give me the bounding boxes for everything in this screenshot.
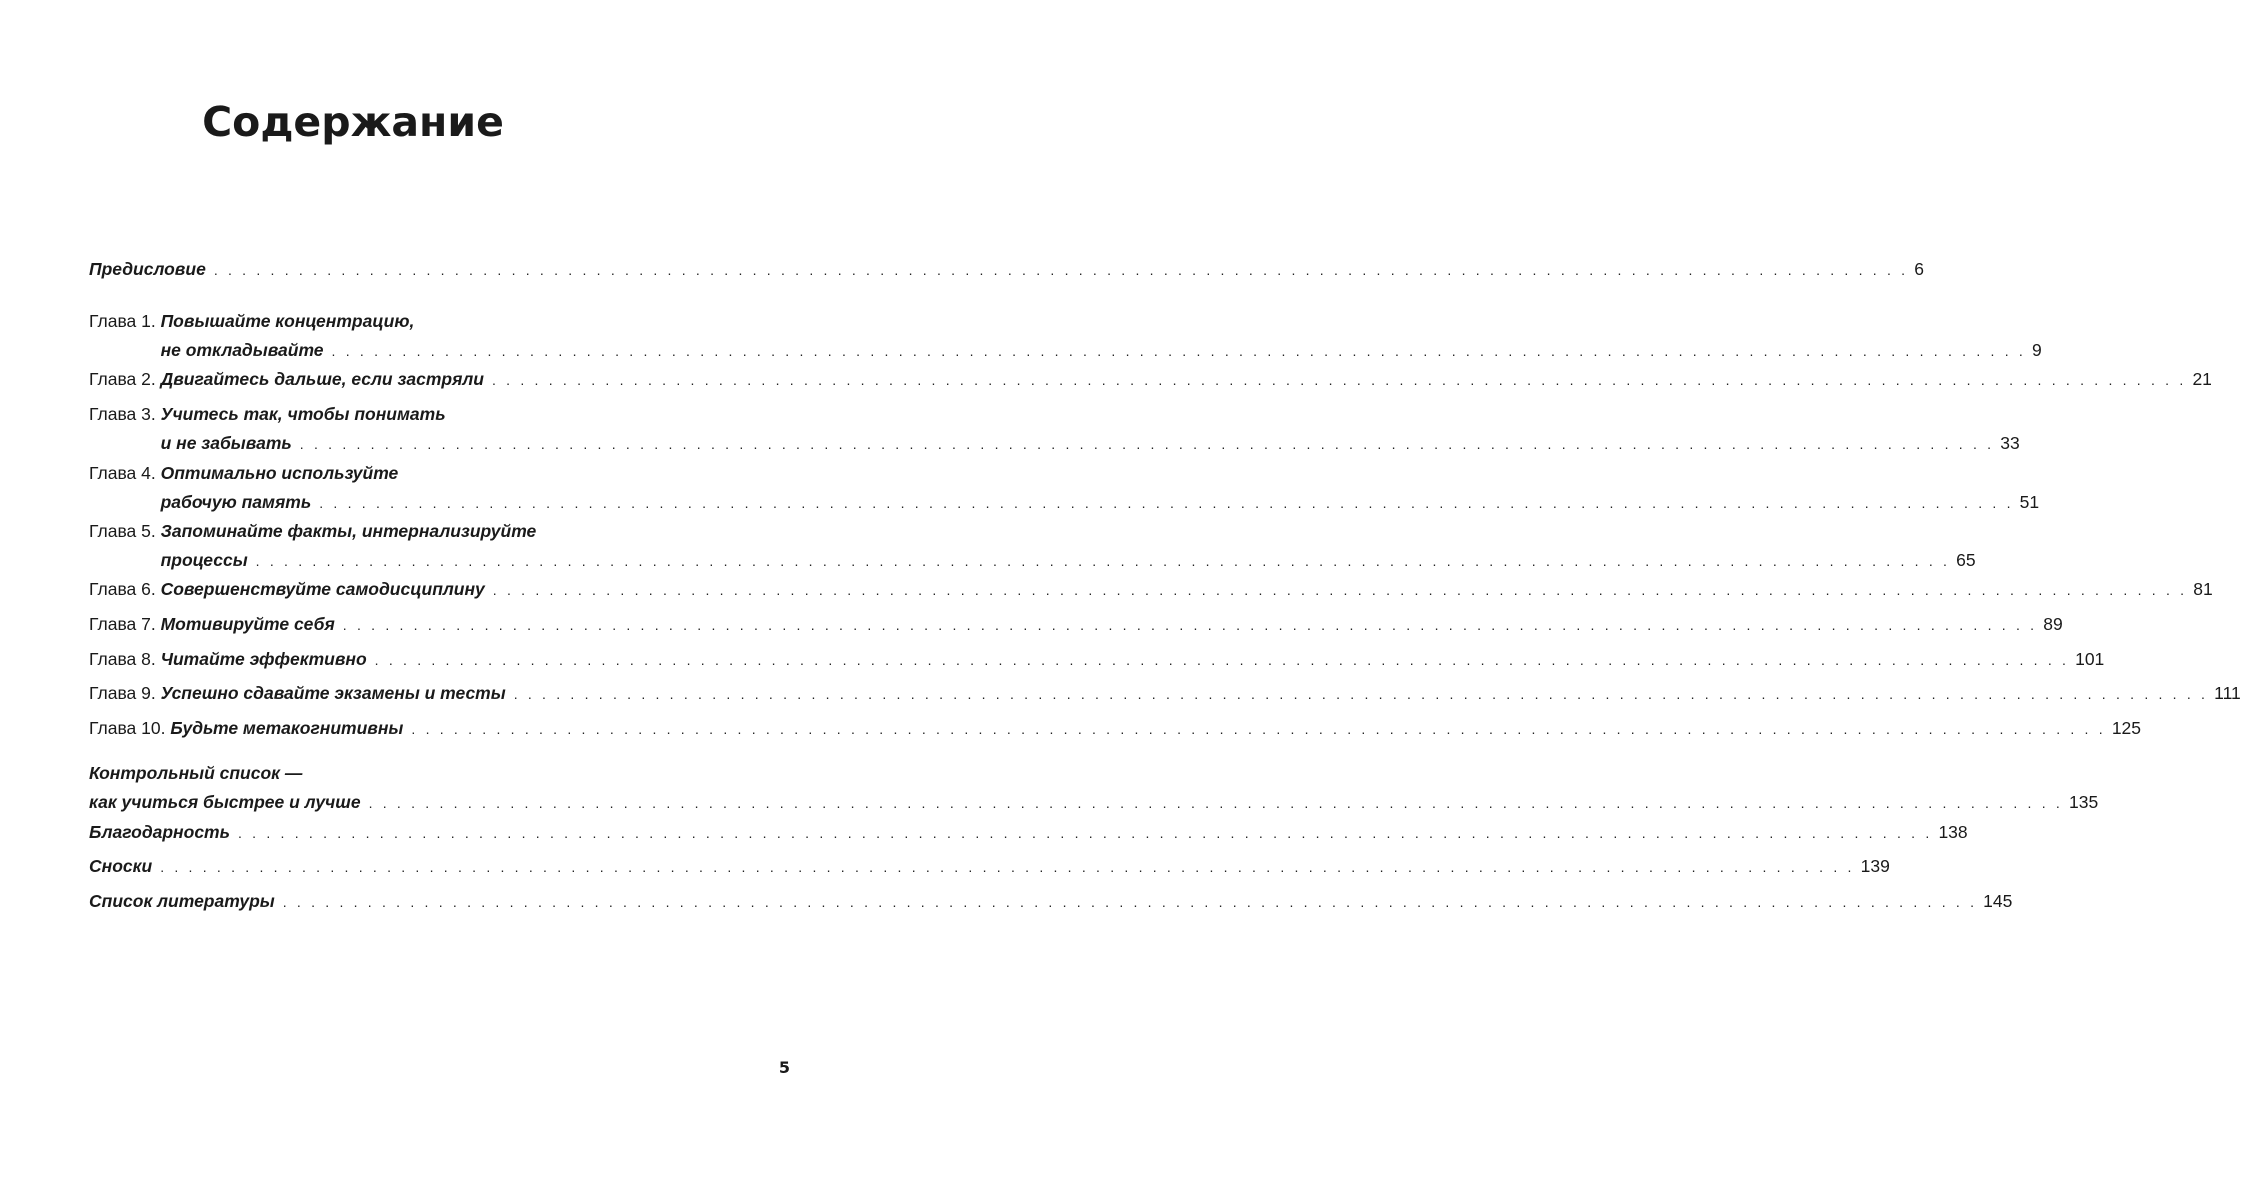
toc-line [89,855,1890,877]
chapter-number: Глава 3. [89,404,161,424]
toc-title: Учитесь так, чтобы понимать [160,404,446,424]
toc-page-number: 89 [2043,614,2063,634]
toc-line [89,682,2241,704]
dot-leader: . . . . . . . . . . . . . . . . . . . . . . . . . . . . . . . . . . . . . . . . . . . . . . . . . . . . . . . . . . . . . . . . . . . . . . . . . . . . . . . . . . . . . . . . . . . . . . . . . . . . . . . . . . . . . . . . . . . . . . . . [255,553,1951,569]
toc-page-number: 6 [1914,259,1924,279]
toc-title: Успешно сдавайте экзамены и тесты [160,683,506,703]
toc-line [89,549,1976,571]
dot-leader: . . . . . . . . . . . . . . . . . . . . . . . . . . . . . . . . . . . . . . . . . . . . . . . . . . . . . . . . . . . . . . . . . . . . . . . . . . . . . . . . . . . . . . . . . . . . . . . . . . . . . . . . . . . . . . . . . . . . . . . . [342,617,2038,633]
toc-page-number: 9 [2031,340,2042,360]
toc-title: Список литературы [89,891,275,911]
toc-page-number: 81 [2193,579,2213,599]
dot-leader: . . . . . . . . . . . . . . . . . . . . . . . . . . . . . . . . . . . . . . . . . . . . . . . . . . . . . . . . . . . . . . . . . . . . . . . . . . . . . . . . . . . . . . . . . . . . . . . . . . . . . . . . . . . . . . . . . . . . . . . . [238,825,1933,841]
toc-title: Запоминайте факты, интернализируйте [160,521,537,541]
toc-page-number: 138 [1938,822,1968,842]
dot-leader: . . . . . . . . . . . . . . . . . . . . . . . . . . . . . . . . . . . . . . . . . . . . . . . . . . . . . . . . . . . . . . . . . . . . . . . . . . . . . . . . . . . . . . . . . . . . . . . . . . . . . . . . . . . . . . . . . . . . . . . . [492,372,2187,388]
chapter-number: Глава 7. [89,614,161,634]
toc-entry[interactable] [89,821,1968,843]
toc-title: как учиться быстрее и лучше [89,792,361,812]
toc-line [89,491,2040,513]
toc-line [89,403,617,425]
chapter-number: Глава 5. [89,521,161,541]
toc-line [89,520,617,542]
toc-line [89,368,2212,390]
toc-title: и не забывать [160,433,292,453]
toc-title: не откладывайте [160,340,324,360]
toc-line [89,717,2142,739]
toc-title: Оптимально используйте [160,463,399,483]
chapter-number: Глава 2. [89,369,161,389]
toc-line [89,648,2105,670]
page-number: 5 [778,1058,790,1077]
toc-line [89,762,617,784]
toc-page-number: 135 [2069,792,2099,812]
dot-leader: . . . . . . . . . . . . . . . . . . . . . . . . . . . . . . . . . . . . . . . . . . . . . . . . . . . . . . . . . . . . . . . . . . . . . . . . . . . . . . . . . . . . . . . . . . . . . . . . . . . . . . . . . . . . . . . . . . . . . . . . [368,795,2063,811]
toc-page-number: 145 [1983,891,2013,911]
toc-line [89,339,2042,361]
chapter-number: Глава 9. [89,683,161,703]
page-title: Содержание [202,98,504,146]
toc-page-number: 51 [2019,492,2040,512]
toc-line [89,258,1924,280]
toc-title: Читайте эффективно [160,649,367,669]
toc-title: процессы [160,550,248,570]
toc-line [89,890,2013,912]
toc-entry[interactable] [89,613,2063,635]
toc-title: Контрольный список — [89,763,303,783]
toc-title: Предисловие [89,259,206,279]
chapter-number: Глава 10. [89,718,171,738]
toc-entry[interactable] [89,578,2213,600]
toc-entry[interactable] [89,462,2040,513]
dot-leader: . . . . . . . . . . . . . . . . . . . . . . . . . . . . . . . . . . . . . . . . . . . . . . . . . . . . . . . . . . . . . . . . . . . . . . . . . . . . . . . . . . . . . . . . . . . . . . . . . . . . . . . . . . . . . . . . . . . . . . . . [213,262,1909,278]
toc-title: Мотивируйте себя [160,614,335,634]
dot-leader: . . . . . . . . . . . . . . . . . . . . . . . . . . . . . . . . . . . . . . . . . . . . . . . . . . . . . . . . . . . . . . . . . . . . . . . . . . . . . . . . . . . . . . . . . . . . . . . . . . . . . . . . . . . . . . . . . . . . . . . . [299,436,1995,452]
toc-page-number: 125 [2111,718,2142,738]
chapter-number: Глава 1. [89,311,161,331]
toc-title: Будьте метакогнитивны [170,718,404,738]
chapter-number: Глава 4. [89,463,161,483]
toc-entry[interactable] [89,368,2212,390]
toc-line [89,310,617,332]
toc-entry[interactable] [89,762,2099,813]
toc-entry[interactable] [89,855,1890,877]
toc-page-number: 111 [2214,683,2241,703]
toc-entry[interactable] [89,310,2042,361]
toc-entry[interactable] [89,258,1924,280]
toc-entry[interactable] [89,648,2105,670]
toc-entry[interactable] [89,520,1976,571]
dot-leader: . . . . . . . . . . . . . . . . . . . . . . . . . . . . . . . . . . . . . . . . . . . . . . . . . . . . . . . . . . . . . . . . . . . . . . . . . . . . . . . . . . . . . . . . . . . . . . . . . . . . . . . . . . . . . . . . . . . . . . . . [492,582,2188,598]
toc-title: Двигайтесь дальше, если застряли [160,369,484,389]
toc-title: Совершенствуйте самодисциплину [160,579,485,599]
toc-page-number: 65 [1956,550,1976,570]
toc-title: Благодарность [89,822,230,842]
toc-title: Сноски [89,856,153,876]
toc-page-number: 21 [2192,369,2212,389]
toc-title: рабочую память [160,492,312,512]
chapter-number: Глава 6. [89,579,161,599]
dot-leader: . . . . . . . . . . . . . . . . . . . . . . . . . . . . . . . . . . . . . . . . . . . . . . . . . . . . . . . . . . . . . . . . . . . . . . . . . . . . . . . . . . . . . . . . . . . . . . . . . . . . . . . . . . . . . . . . . . . . . . . . [331,343,2026,359]
toc-line [89,791,2099,813]
toc-entry[interactable] [89,682,2241,704]
dot-leader: . . . . . . . . . . . . . . . . . . . . . . . . . . . . . . . . . . . . . . . . . . . . . . . . . . . . . . . . . . . . . . . . . . . . . . . . . . . . . . . . . . . . . . . . . . . . . . . . . . . . . . . . . . . . . . . . . . . . . . . . [160,859,1855,875]
toc-page-number: 101 [2075,649,2105,669]
dot-leader: . . . . . . . . . . . . . . . . . . . . . . . . . . . . . . . . . . . . . . . . . . . . . . . . . . . . . . . . . . . . . . . . . . . . . . . . . . . . . . . . . . . . . . . . . . . . . . . . . . . . . . . . . . . . . . . . . . . . . . . . [411,721,2106,737]
toc-title: Повышайте концентрацию, [160,311,415,331]
chapter-number: Глава 8. [89,649,161,669]
toc-line [89,821,1968,843]
toc-line [89,578,2213,600]
dot-leader: . . . . . . . . . . . . . . . . . . . . . . . . . . . . . . . . . . . . . . . . . . . . . . . . . . . . . . . . . . . . . . . . . . . . . . . . . . . . . . . . . . . . . . . . . . . . . . . . . . . . . . . . . . . . . . . . . . . . . . . . [374,652,2070,668]
toc-entry[interactable] [89,717,2142,739]
toc-line [89,613,2063,635]
toc-entry[interactable] [89,890,2013,912]
dot-leader: . . . . . . . . . . . . . . . . . . . . . . . . . . . . . . . . . . . . . . . . . . . . . . . . . . . . . . . . . . . . . . . . . . . . . . . . . . . . . . . . . . . . . . . . . . . . . . . . . . . . . . . . . . . . . . . . . . . . . . . . [282,894,1978,910]
dot-leader: . . . . . . . . . . . . . . . . . . . . . . . . . . . . . . . . . . . . . . . . . . . . . . . . . . . . . . . . . . . . . . . . . . . . . . . . . . . . . . . . . . . . . . . . . . . . . . . . . . . . . . . . . . . . . . . . . . . . . . . . [513,686,2209,702]
toc-line [89,462,617,484]
toc-entry[interactable] [89,403,2020,454]
toc-page-number: 33 [2000,433,2020,453]
dot-leader: . . . . . . . . . . . . . . . . . . . . . . . . . . . . . . . . . . . . . . . . . . . . . . . . . . . . . . . . . . . . . . . . . . . . . . . . . . . . . . . . . . . . . . . . . . . . . . . . . . . . . . . . . . . . . . . . . . . . . . . . [319,495,2014,511]
toc-page-number: 139 [1860,856,1890,876]
toc-line [89,432,2020,454]
